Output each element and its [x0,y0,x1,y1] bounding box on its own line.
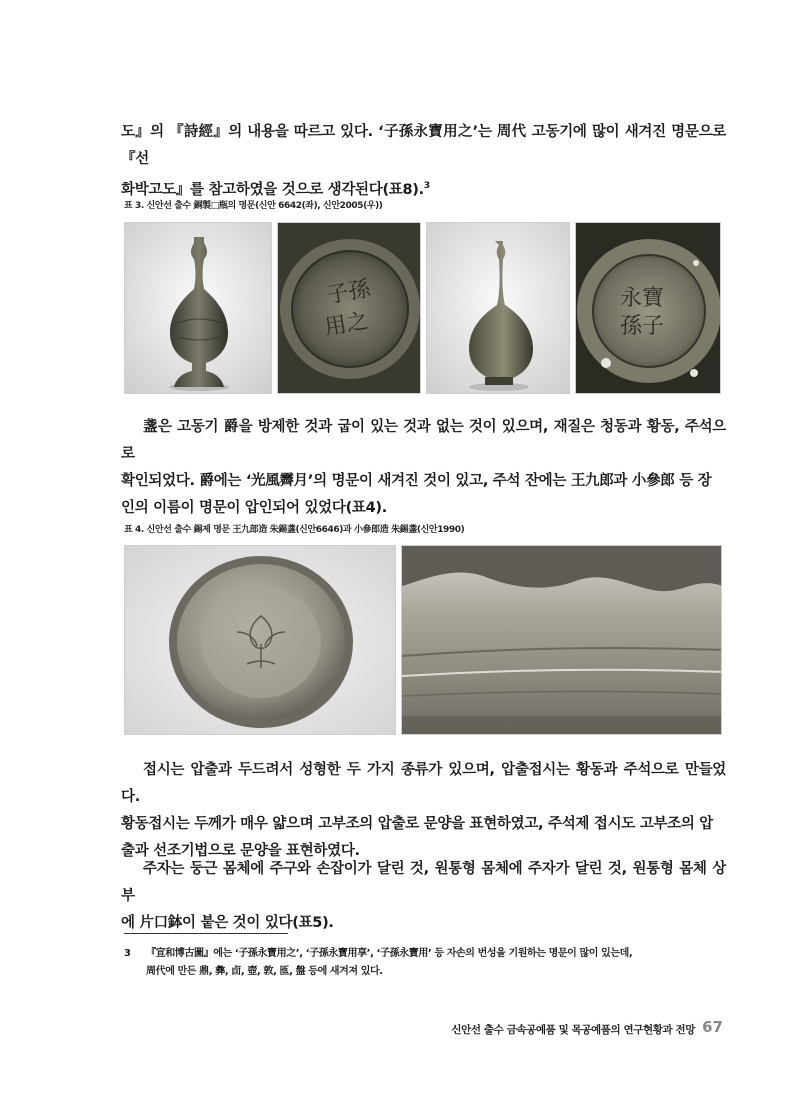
svg-text:永寶: 永寶 [620,286,665,311]
table-4-photo-row [124,545,722,735]
middle-paragraph [121,414,726,522]
middle-paragraph-line-1: 盞은 고동기 爵을 방제한 것과 굽이 있는 것과 없는 것이 있으며, 재질은 청동과 황동, 주석으로 [121,419,726,462]
footnote-reference[interactable]: 3 [423,181,430,191]
paragraph-4-line-1: 주자는 둥근 몸체에 주구와 손잡이가 달린 것, 원통형 몸체에 주자가 달린 것, 원통형 몸체 상부 [121,861,726,904]
paragraph-3 [121,757,726,865]
top-paragraph-line-1: 도』의 『詩經』의 내용을 따르고 있다. ‘子孫永寶用之’는 周代 고동기에 많이 새겨진 명문으로 『선 [121,124,726,167]
middle-paragraph-line-3: 인의 이름이 명문이 압인되어 있었다(표4). [121,500,387,516]
vase-base-inscription-right-photo [575,222,721,394]
paragraph-4-line-2: 에 片口鉢이 붙은 것이 있다(표5). [121,915,334,931]
svg-text:用之: 用之 [322,308,371,341]
paragraph-3-line-1: 접시는 압출과 두드려서 성형한 두 가지 종류가 있으며, 압출접시는 황동과 주석으로 만들었다. [121,762,726,805]
page-number: 67 [702,1018,723,1036]
table-4-caption: 표 4. 신안선 출수 錫제 명문 王九郎造 朱錫盞(신안6646)과 小參郎造 朱錫盞(신안1990) [124,525,465,535]
paragraph-3-line-3: 출과 선조기법으로 문양을 표현하였다. [121,843,360,859]
table-3-photo-row [124,222,721,394]
tin-dish-lotus-photo [124,545,396,735]
top-paragraph [121,119,726,204]
paragraph-3-line-2: 황동접시는 두께가 매우 얇으며 고부조의 압출로 문양을 표현하였고, 주석제 접시도 고부조의 압 [121,816,714,832]
footnote-number: 3 [124,948,131,959]
footnote-divider [124,933,288,934]
svg-text:孫子: 孫子 [620,314,665,339]
middle-paragraph-line-2: 확인되었다. 爵에는 ‘光風霽月’의 명문이 새겨진 것이 있고, 주석 잔에는 王九郎과 小參郎 등 장 [121,473,712,489]
footnote-line-1: 3 『宣和博古圖』에는 ‘子孫永寶用之’, ‘子孫永寶用享’, ‘子孫永寶用’ 등 자손의 번성을 기원하는 명문이 많이 있는데, [124,945,729,963]
garlic-head-vase-left-photo [124,222,272,394]
table-3-caption: 표 3. 신안선 출수 銅製□瓶의 명문(신안 6642(좌), 신안2005(우)) [124,201,383,211]
top-paragraph-line-2: 화박고도』를 참고하였을 것으로 생각된다(표8).$^3$ [121,181,430,198]
paragraph-4 [121,856,726,937]
garlic-head-vase-right-photo [426,222,570,394]
footnote [124,945,729,981]
footnote-line-2: 周代에 만든 鼎, 彝, 卣, 壺, 敦, 匜, 盤 등에 새겨져 있다. [146,966,383,977]
svg-text:子孫: 子孫 [324,276,373,309]
vase-base-inscription-left-photo [277,222,421,394]
running-footer-title: 신안선 출수 금속공예품 및 목공예품의 연구현황과 전망 [451,1024,695,1036]
dish-rim-closeup-photo [401,545,722,735]
